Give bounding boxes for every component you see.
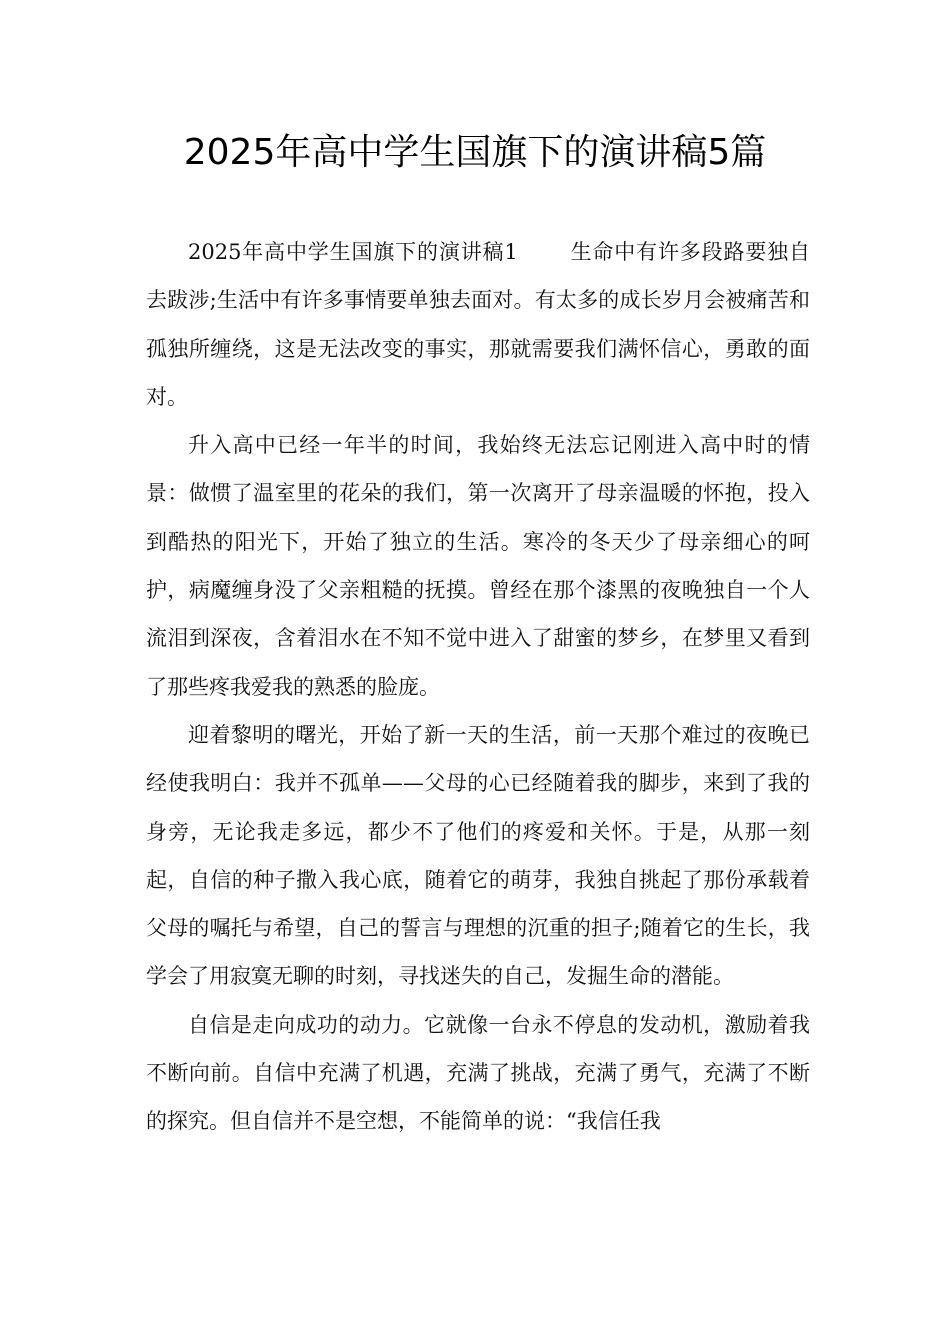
paragraph-2: 升入高中已经一年半的时间，我始终无法忘记刚进入高中时的情景：做惯了温室里的花朵的我们，第一次离开了母亲温暖的怀抱，投入到酷热的阳光下，开始了独立的生活。寒冷的冬天少了母亲细心的呵护，病魔缠身没了父亲粗糙的抚摸。曾经在那个漆黑的夜晚独自一个人流泪到深夜，含着泪水在不知不觉中进入了甜蜜的梦乡，在梦里又看到了那些疼我爱我的熟悉的脸庞。 [146, 433, 810, 699]
paragraph-4: 自信是走向成功的动力。它就像一台永不停息的发动机，激励着我不断向前。自信中充满了机遇，充满了挑战，充满了勇气，充满了不断的探究。但自信并不是空想，不能简单的说：“我信任我 [146, 1012, 810, 1134]
document-body [146, 228, 810, 1146]
document-title: 2025年高中学生国旗下的演讲稿5篇 [183, 132, 767, 173]
paragraph-1 [146, 228, 810, 421]
section-heading: 2025年高中学生国旗下的演讲稿1 [188, 240, 518, 264]
paragraph-1-text: 生命中有许多段路要独自去跋涉;生活中有许多事情要单独去面对。有太多的成长岁月会被痛苦和孤独所缠绕，这是无法改变的事实，那就需要我们满怀信心，勇敢的面对。 [146, 240, 811, 409]
paragraph-3: 迎着黎明的曙光，开始了新一天的生活，前一天那个难过的夜晚已经使我明白：我并不孤单——父母的心已经随着我的脚步，来到了我的身旁，无论我走多远，都少不了他们的疼爱和关怀。于是，从那一刻起，自信的种子撒入我心底，随着它的萌芽，我独自挑起了那份承载着父母的嘱托与希望，自己的誓言与理想的沉重的担子;随着它的生长，我学会了用寂寞无聊的时刻，寻找迷失的自己，发掘生命的潜能。 [146, 722, 810, 989]
